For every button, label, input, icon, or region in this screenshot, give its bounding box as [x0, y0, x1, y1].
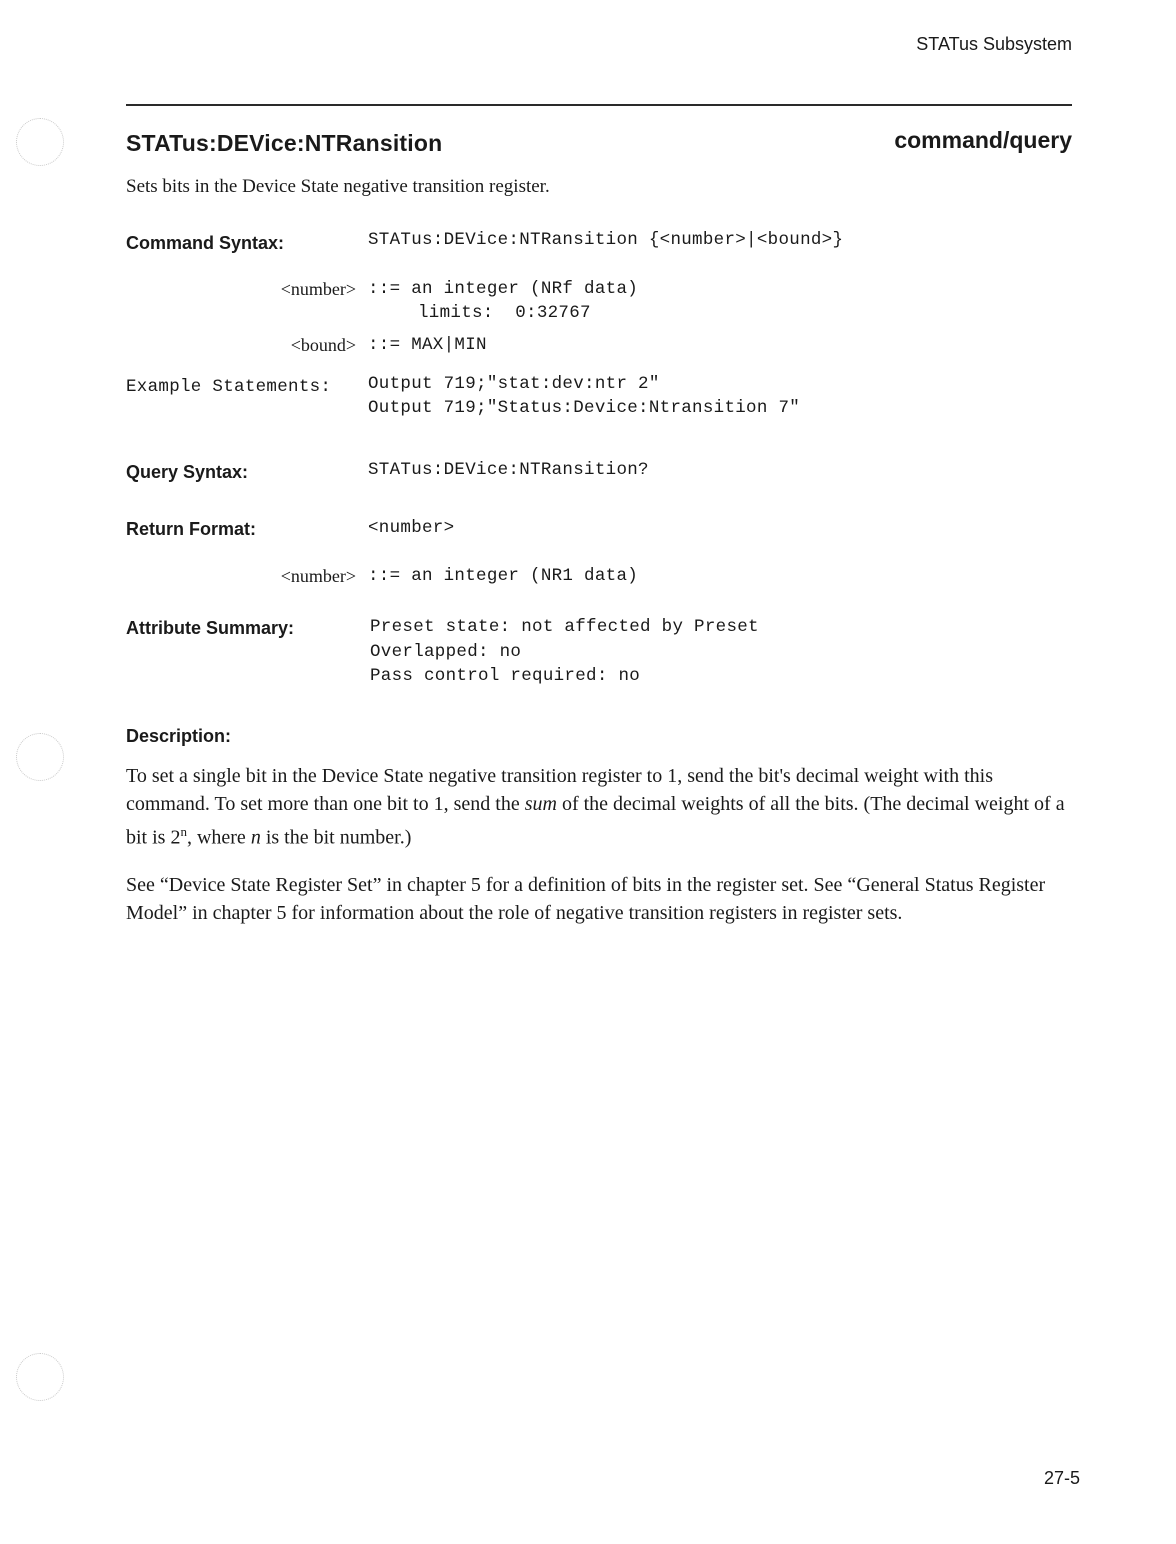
command-syntax-value: STATus:DEVice:NTRansition {<number>|<bound>}	[368, 230, 844, 250]
return-number-def-text: ::= an integer (NR1 data)	[368, 566, 639, 586]
query-syntax-label: Query Syntax:	[126, 462, 249, 482]
description-paragraph	[126, 762, 1076, 852]
emphasis-sum: sum	[524, 793, 557, 815]
attribute-summary-line: Overlapped: no	[370, 642, 522, 662]
example-statement-line: Output 719;"stat:dev:ntr 2"	[368, 374, 660, 394]
description-label: Description:	[126, 726, 232, 746]
command-type: command/query	[894, 127, 1072, 153]
return-format-value: <number>	[368, 518, 455, 538]
return-format-label: Return Format:	[126, 519, 256, 539]
command-summary: Sets bits in the Device State negative transition register.	[126, 176, 550, 197]
attribute-summary-line: Pass control required: no	[370, 666, 641, 686]
page-number: 27-5	[1043, 1468, 1080, 1488]
bound-def-text: ::= MAX|MIN	[368, 335, 487, 355]
description-text: is the bit number.)	[260, 826, 412, 849]
binder-hole	[16, 1353, 64, 1401]
bound-def-term: <bound>	[290, 335, 356, 355]
binder-hole	[16, 733, 64, 781]
emphasis-n: n	[250, 826, 261, 849]
number-def-text: ::= an integer (NRf data)	[368, 279, 639, 299]
superscript-n: n	[180, 824, 187, 839]
running-header: STATus Subsystem	[916, 34, 1072, 54]
example-statement-line: Output 719;"Status:Device:Ntransition 7"	[368, 398, 801, 418]
binder-hole	[16, 118, 64, 166]
description-text: , where	[186, 826, 251, 849]
query-syntax-value: STATus:DEVice:NTRansition?	[368, 460, 649, 480]
number-def-term: <number>	[280, 279, 356, 299]
attribute-summary-line: Preset state: not affected by Preset	[370, 617, 759, 637]
number-limits: limits: 0:32767	[418, 303, 591, 323]
description-paragraph: See “Device State Register Set” in chapter 5 for a definition of bits in the register set. See “General Status Register Model” in chapter 5 for information about the role of negative transition registers in register sets.	[126, 874, 1046, 924]
attribute-summary-label: Attribute Summary:	[126, 618, 295, 638]
return-number-def-term: <number>	[280, 566, 356, 586]
command-syntax-label: Command Syntax:	[126, 233, 285, 253]
header-rule	[126, 104, 1072, 106]
command-title: STATus:DEVice:NTRansition	[126, 130, 443, 156]
description-text: To set a single bit in the Device State negative transition register to 1, send the bit's decimal weight with this command. To set more than one bit to 1, send the	[126, 765, 994, 815]
description-text: of the decimal weights of all the bits. (The decimal weight of a bit is 2	[126, 793, 1065, 849]
example-statements-label: Example Statements:	[126, 377, 332, 397]
